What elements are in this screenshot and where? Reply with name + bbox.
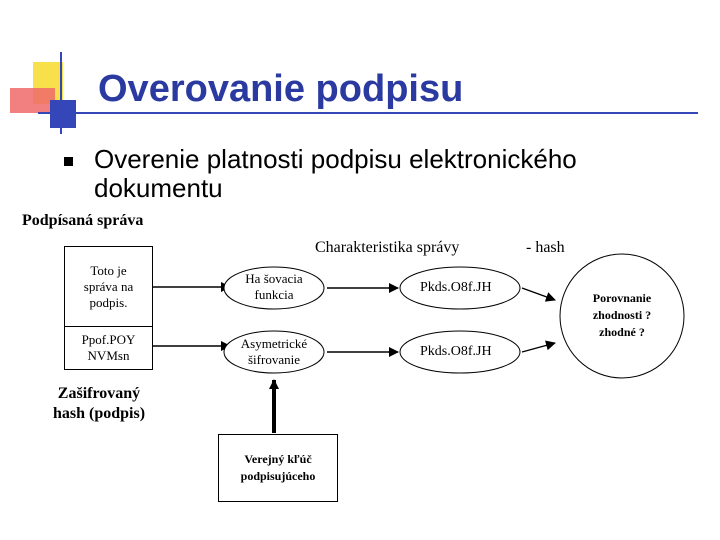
digest-bottom-label: Pkds.O8f.JH xyxy=(420,344,492,359)
signature-box xyxy=(64,326,153,370)
bullet-text: Overenie platnosti podpisu elektronického dokumentu xyxy=(94,144,577,203)
asymmetric-label: Asymetrické šifrovanie xyxy=(240,336,308,367)
public-key-box xyxy=(218,434,338,502)
message-text: Toto je správa na podpis. xyxy=(83,262,134,310)
digest-top-label: Pkds.O8f.JH xyxy=(420,280,492,295)
signature-text: Ppof.POY NVMsn xyxy=(81,332,136,363)
public-key-label: Verejný kľúč podpisujúceho xyxy=(240,452,316,483)
compare-label: Porovnanie zhodnosti ? zhodné ? xyxy=(592,291,652,339)
slide-title: Overovanie podpisu xyxy=(98,68,464,110)
encrypted-hash-label: Zašifrovaný hash (podpis) xyxy=(52,385,146,422)
characteristic-label: Charakteristika správy xyxy=(315,239,460,256)
hash-label: - hash xyxy=(526,239,565,256)
hash-function-label: Ha šovacia funkcia xyxy=(245,271,303,302)
arrow-digest-to-compare-top xyxy=(522,288,555,300)
arrow-digest-to-compare-bottom xyxy=(522,343,555,352)
signed-message-label: Podpísaná správa xyxy=(22,212,144,229)
message-box xyxy=(64,246,153,326)
